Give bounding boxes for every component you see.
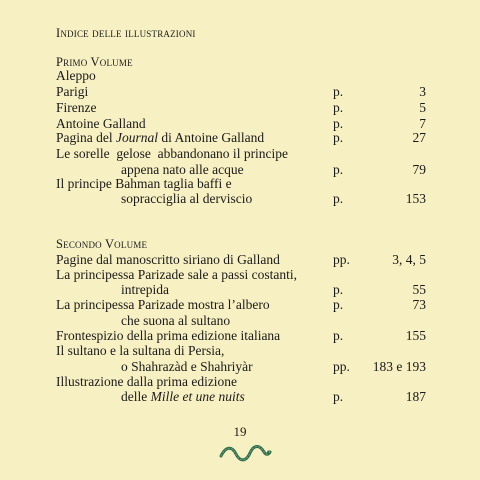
list-item (56, 252, 426, 268)
entry-page-prefix: p. (333, 84, 344, 99)
entry-page-number: 27 (412, 130, 426, 145)
entry-page-prefix: p. (333, 191, 344, 206)
list-item (56, 130, 426, 146)
list-item (56, 359, 426, 375)
list-item (56, 374, 426, 390)
volume2-heading: Secondo Volume (56, 237, 148, 251)
list-item (56, 282, 426, 298)
entry-page-prefix: p. (333, 116, 344, 131)
entry-text: Il sultano e la sultana di Persia, (56, 343, 225, 358)
list-item (56, 68, 426, 84)
entry-page-number: 73 (412, 297, 426, 312)
list-item (56, 84, 426, 100)
entry-text (56, 130, 264, 146)
entry-text: sopracciglia al derviscio (121, 191, 253, 206)
list-item (56, 191, 426, 207)
volume1-heading: Primo Volume (56, 55, 133, 69)
list-item (56, 297, 426, 313)
entry-text: Aleppo (56, 68, 96, 83)
entry-text-part: Pagina del (56, 130, 116, 145)
entry-page-prefix: p. (333, 389, 344, 404)
entry-page-prefix: pp. (333, 359, 350, 374)
entry-page-prefix: pp. (333, 252, 350, 267)
entry-text: Pagine dal manoscritto siriano di Galland (56, 252, 280, 267)
entry-text-italic: Mille et une nuits (150, 389, 245, 404)
entry-page-prefix: p. (333, 162, 344, 177)
list-item (56, 146, 426, 162)
entry-page-number: 153 (405, 191, 426, 206)
entry-text: che suona al sultano (121, 313, 231, 328)
entry-text: appena nato alle acque (121, 162, 244, 177)
entry-text-italic: Journal (116, 130, 158, 145)
entry-text-part: delle (121, 389, 151, 404)
entry-text-part: di Antoine Galland (158, 130, 265, 145)
entry-text: intrepida (121, 282, 169, 297)
entry-text: Antoine Galland (56, 116, 146, 131)
entry-page-prefix: p. (333, 297, 344, 312)
entry-page-prefix: p. (333, 328, 344, 343)
list-item (56, 100, 426, 116)
entry-page-number: 7 (419, 116, 426, 131)
entry-text: Frontespizio della prima edizione italiana (56, 328, 281, 343)
entry-text: Firenze (56, 100, 97, 115)
entry-text: o Shahrazàd e Shahriyàr (121, 359, 253, 374)
list-item (56, 176, 426, 192)
list-item (56, 313, 426, 329)
entry-page-number: 55 (412, 282, 426, 297)
entry-page-prefix: p. (333, 130, 344, 145)
entry-page-prefix: p. (333, 282, 344, 297)
entry-page-number: 5 (419, 100, 426, 115)
entry-text: Illustrazione dalla prima edizione (56, 374, 238, 389)
list-item (56, 343, 426, 359)
entry-page-number: 79 (412, 162, 426, 177)
entry-page-number: 3 (419, 84, 426, 99)
list-item (56, 267, 426, 283)
entry-text (121, 389, 245, 405)
entry-page-number: 3, 4, 5 (392, 252, 426, 267)
entry-text: Le sorelle gelose abbandonano il principe (56, 146, 289, 161)
entry-page-number: 155 (405, 328, 426, 343)
serpent-ornament-icon (218, 442, 272, 464)
page-title: Indice delle illustrazioni (56, 26, 196, 40)
entry-text: La principessa Parizade sale a passi costanti, (56, 267, 298, 282)
entry-text: Il principe Bahman taglia baffi e (56, 176, 232, 191)
entry-text: La principessa Parizade mostra l’albero (56, 297, 270, 312)
list-item (56, 328, 426, 344)
list-item (56, 389, 426, 405)
entry-page-prefix: p. (333, 100, 344, 115)
entry-text: Parigi (56, 84, 89, 99)
entry-page-number: 187 (405, 389, 426, 404)
entry-page-number: 183 e 193 (372, 359, 426, 374)
page-number: 19 (233, 424, 247, 439)
